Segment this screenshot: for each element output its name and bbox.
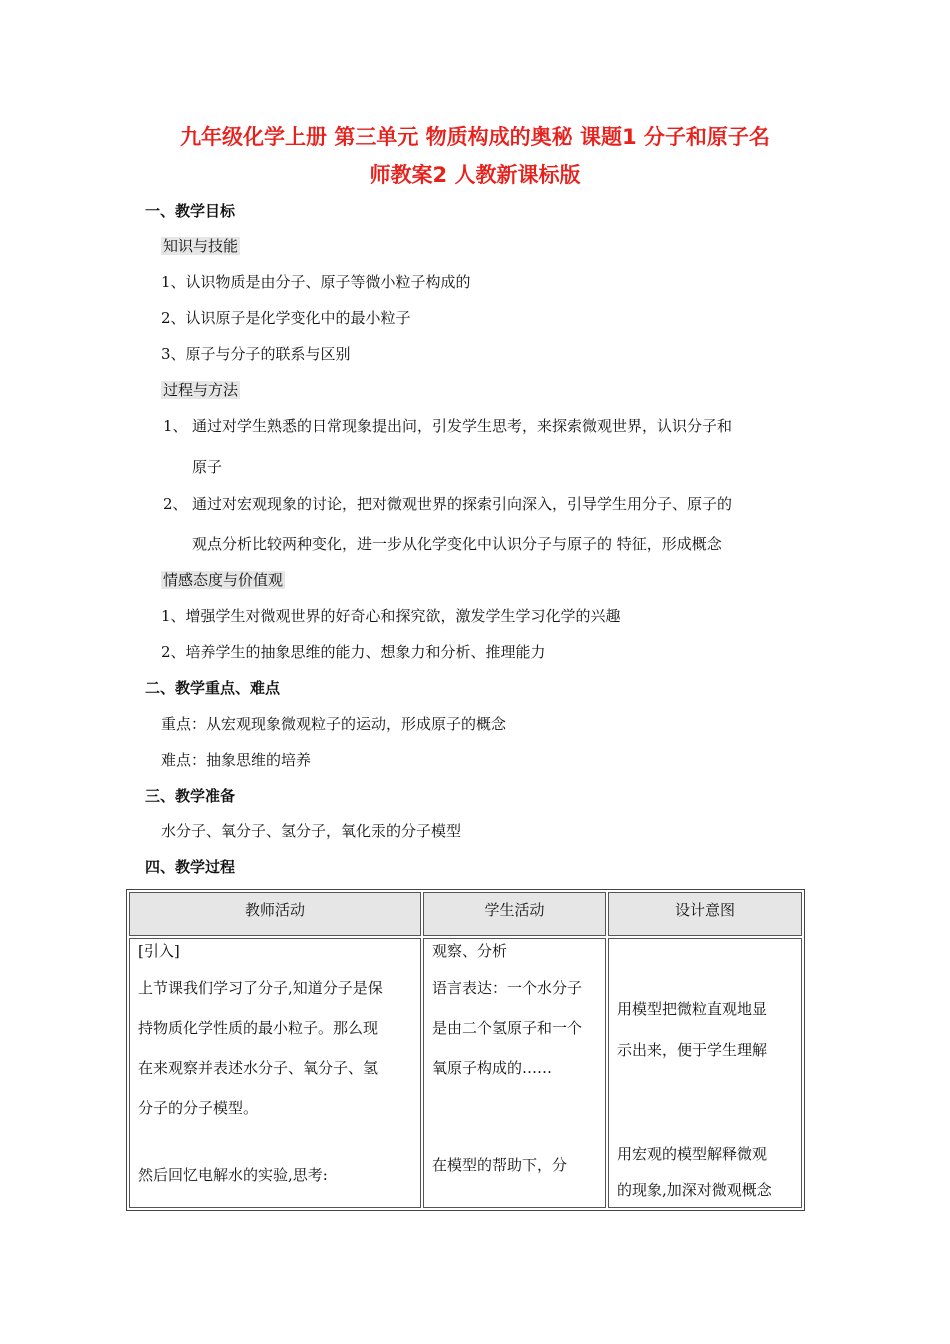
intent-line: 示出来，便于学生理解 — [617, 1041, 768, 1059]
subheading-knowledge: 知识与技能 — [163, 237, 239, 255]
intent-line: 的现象,加深对微观概念 — [617, 1181, 772, 1199]
process-item-2-line-1: 通过对宏观现象的讨论，把对微观世界的探索引向深入，引导学生用分子、原子的 — [192, 495, 733, 513]
emotion-item-1: 1、增强学生对微观世界的好奇心和探究欲，激发学生学习化学的兴趣 — [161, 607, 621, 625]
teacher-line: [引入] — [138, 942, 180, 960]
process-item-2-number: 2、 — [163, 495, 188, 513]
knowledge-item-1: 1、认识物质是由分子、原子等微小粒子构成的 — [161, 273, 471, 291]
process-item-2-line-2: 观点分析比较两种变化，进一步从化学变化中认识分子与原子的 特征，形成概念 — [192, 535, 722, 553]
teacher-line: 在来观察并表述水分子、氧分子、氢 — [138, 1059, 379, 1077]
teacher-line: 上节课我们学习了分子,知道分子是保 — [138, 979, 383, 997]
design-intent-cell — [608, 938, 802, 1208]
student-line: 语言表达：一个水分子 — [432, 979, 583, 997]
student-line: 在模型的帮助下，分 — [432, 1156, 568, 1174]
preparation-items: 水分子、氧分子、氢分子，氧化汞的分子模型 — [161, 822, 462, 840]
section-heading-process: 四、教学过程 — [145, 858, 236, 876]
section-heading-preparation: 三、教学准备 — [145, 787, 236, 805]
header-student-activity: 学生活动 — [423, 892, 606, 936]
subheading-process: 过程与方法 — [163, 381, 239, 399]
student-line: 是由二个氢原子和一个 — [432, 1019, 583, 1037]
knowledge-item-2: 2、认识原子是化学变化中的最小粒子 — [161, 309, 411, 327]
header-teacher-activity: 教师活动 — [129, 892, 421, 936]
header-design-intent: 设计意图 — [608, 892, 802, 936]
process-item-1-number: 1、 — [163, 417, 188, 435]
teacher-line: 然后回忆电解水的实验,思考: — [138, 1166, 328, 1184]
student-line: 观察、分析 — [432, 942, 508, 960]
intent-line: 用宏观的模型解释微观 — [617, 1145, 768, 1163]
teacher-activity-cell — [129, 938, 421, 1208]
emotion-item-2: 2、培养学生的抽象思维的能力、想象力和分析、推理能力 — [161, 643, 546, 661]
intent-line: 用模型把微粒直观地显 — [617, 1000, 768, 1018]
student-activity-cell — [423, 938, 606, 1208]
teacher-line: 持物质化学性质的最小粒子。那么现 — [138, 1019, 379, 1037]
process-item-1-line-1: 通过对学生熟悉的日常现象提出问，引发学生思考，来探索微观世界，认识分子和 — [192, 417, 733, 435]
title-line-2: 师教案2 人教新课标版 — [369, 163, 581, 187]
document-title — [120, 118, 830, 194]
knowledge-item-3: 3、原子与分子的联系与区别 — [161, 345, 351, 363]
section-heading-objectives: 一、教学目标 — [145, 202, 236, 220]
difficult-point: 难点：抽象思维的培养 — [161, 751, 312, 769]
process-item-1-line-2: 原子 — [192, 458, 223, 476]
section-heading-keypoints: 二、教学重点、难点 — [145, 679, 281, 697]
teacher-line: 分子的分子模型。 — [138, 1099, 259, 1117]
teaching-process-table — [126, 889, 805, 1211]
key-point: 重点：从宏观现象微观粒子的运动，形成原子的概念 — [161, 715, 507, 733]
subheading-emotion: 情感态度与价值观 — [163, 571, 284, 589]
student-line: 氧原子构成的…… — [432, 1059, 553, 1077]
title-line-1: 九年级化学上册 第三单元 物质构成的奥秘 课题1 分子和原子名 — [180, 125, 770, 149]
